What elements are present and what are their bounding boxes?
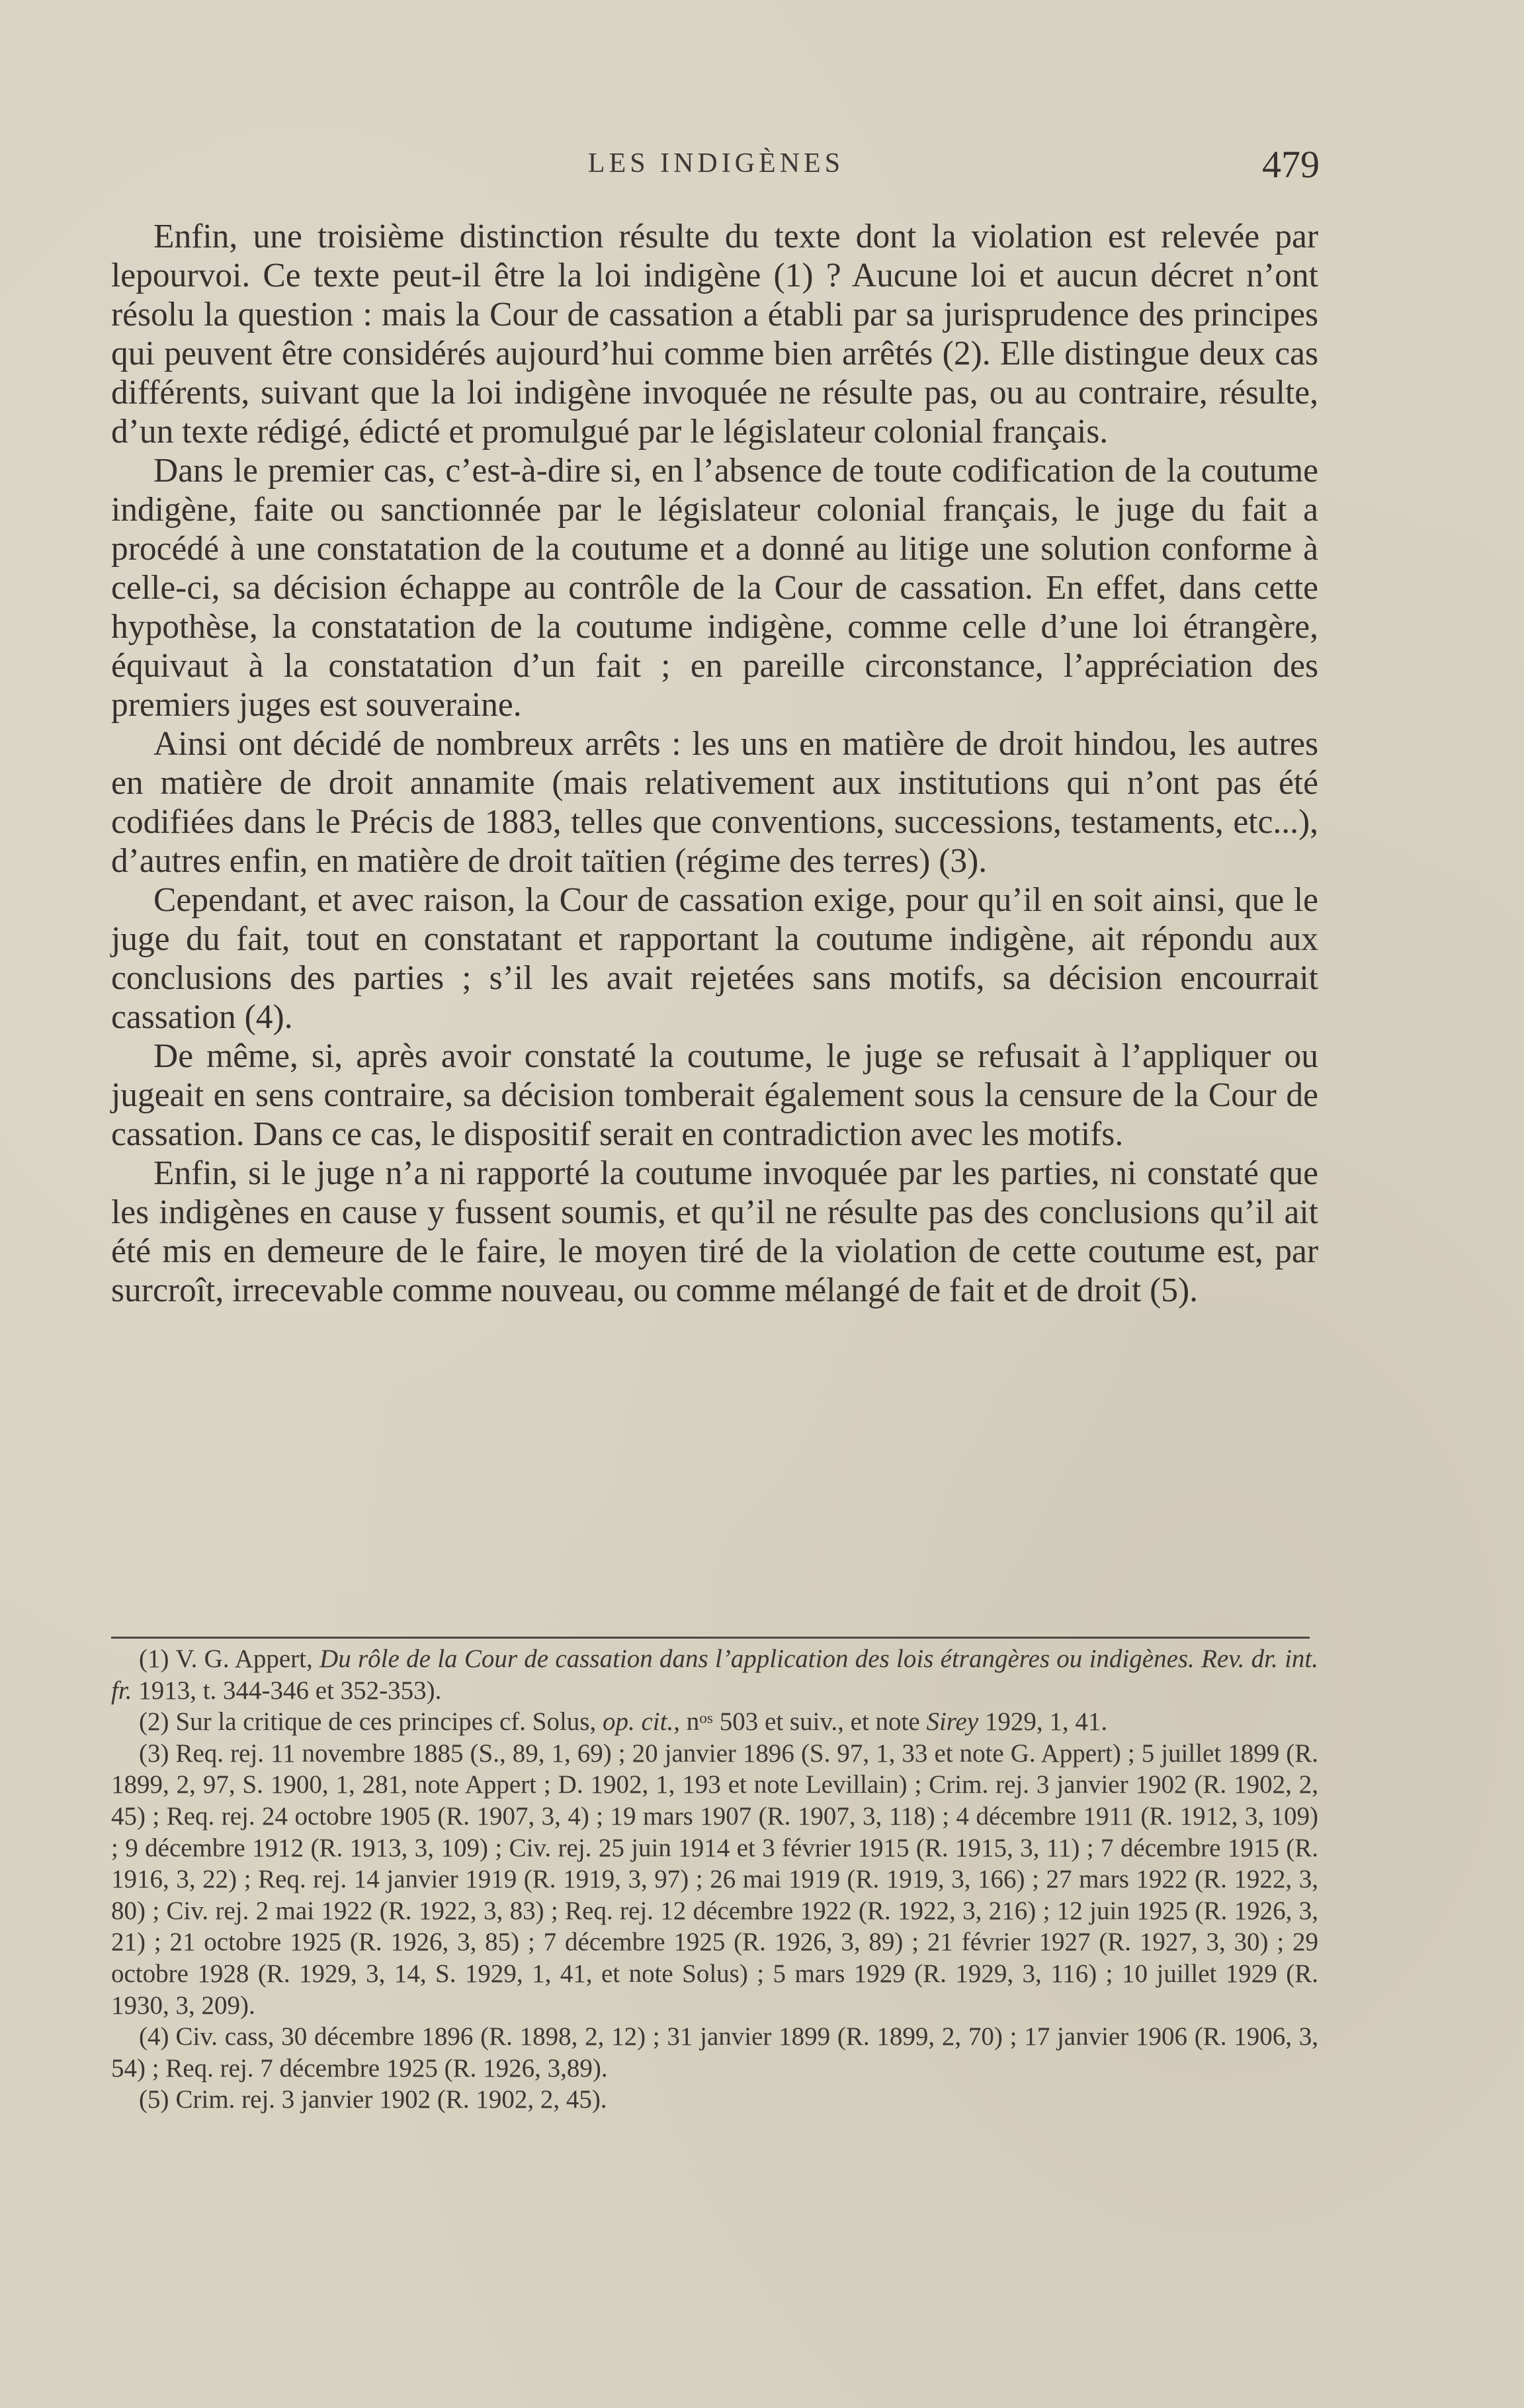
paragraph-1: Enfin, une troisième distinction résulte du texte dont la violation est relevée par lepourvoi. Ce texte peut-il être la loi indigène (1) ? Aucune loi et aucun décret n’ont résolu la question : mais la Cour de cassation a établi par sa jurisprudence des principes qui peuvent être considérés aujourd’hui comme bien arrêtés (2). Elle distingue deux cas différents, suivant que la loi indigène invoquée ne résulte pas, ou au contraire, résulte, d’un texte rédigé, édicté et promulgué par le législateur colonial français. (111, 218, 1318, 451)
running-header (112, 142, 1320, 195)
footnote-text: , n (673, 1707, 700, 1737)
paragraph-4: Cependant, et avec raison, la Cour de cassation exige, pour qu’il en soit ainsi, que le juge du fait, tout en constatant et rapportant la coutume indigène, ait répondu aux conclusions des parties ; s’il les avait rejetées sans motifs, sa décision encourrait cassation (4). (111, 881, 1318, 1036)
footnote-number: (2) (139, 1707, 169, 1737)
footnote-number: (5) (139, 2085, 169, 2114)
footnote-1 (111, 1643, 1318, 1706)
paragraph-6: Enfin, si le juge n’a ni rapporté la coutume invoquée par les parties, ni constaté que les indigènes en cause y fussent soumis, et qu’il ne résulte pas des conclusions qu’il ait été mis en demeure de le faire, le moyen tiré de la violation de cette coutume est, par surcroît, irrecevable comme nouveau, ou comme mélangé de fait et de droit (5). (111, 1154, 1318, 1309)
footnote-3 (111, 1738, 1318, 2021)
paragraph-2: Dans le premier cas, c’est-à-dire si, en l’absence de toute codification de la coutume indigène, faite ou sanctionnée par le législateur colonial français, le juge du fait a procédé à une constatation de la coutume et a donné au litige une solution conforme à celle-ci, sa décision échappe au contrôle de la Cour de cassation. En effet, dans cette hypothèse, la constatation de la coutume indigène, comme celle d’une loi étrangère, équivaut à la constatation d’un fait ; en pareille circonstance, l’appréciation des premiers juges est souveraine. (111, 452, 1318, 724)
footnotes (111, 1643, 1318, 2116)
paragraph-5: De même, si, après avoir constaté la coutume, le juge se refusait à l’appliquer ou jugeait en sens contraire, sa décision tomberait également sous la censure de la Cour de cassation. Dans ce cas, le dispositif serait en contradiction avec les motifs. (111, 1037, 1318, 1153)
footnote-op-cit: op. cit. (602, 1707, 674, 1737)
footnote-number: (3) (139, 1739, 169, 1768)
footnote-number: (4) (139, 2022, 169, 2051)
footnote-text: 1929, 1, 41. (978, 1707, 1108, 1737)
footnote-journal: Sirey (926, 1707, 979, 1737)
main-text (111, 217, 1318, 1310)
footnote-title: Du rôle de la Cour de cassation dans l’application des lois étrangères ou indigènes. Rev. dr. int. fr. (111, 1645, 1318, 1705)
footnote-text: V. G. Appert, (175, 1645, 320, 1673)
footnote-5 (111, 2084, 1318, 2116)
footnote-text: 1913, t. 344-346 et 352-353). (132, 1676, 442, 1705)
footnote-text: 503 et suiv., et note (713, 1707, 927, 1737)
page-number: 479 (1262, 143, 1320, 186)
footnote-text: Req. rej. 11 novembre 1885 (S., 89, 1, 69) ; 20 janvier 1896 (S. 97, 1, 33 et note G. Appert) ; 5 juillet 1899 (R. 1899, 2, 97, S. 1900, 1, 281, note Appert ; D. 1902, 1, 193 et note Levillain) ; Crim. rej. 3 janvier 1902 (R. 1902, 2, 45) ; Req. rej. 24 octobre 1905 (R. 1907, 3, 4) ; 19 mars 1907 (R. 1907, 3, 118) ; 4 décembre 1911 (R. 1912, 3, 109) ; 9 décembre 1912 (R. 1913, 3, 109) ; Civ. rej. 25 juin 1914 et 3 février 1915 (R. 1915, 3, 11) ; 7 décembre 1915 (R. 1916, 3, 22) ; Req. rej. 14 janvier 1919 (R. 1919, 3, 97) ; 26 mai 1919 (R. 1919, 3, 166) ; 27 mars 1922 (R. 1922, 3, 80) ; Civ. rej. 2 mai 1922 (R. 1922, 3, 83) ; Req. rej. 12 décembre 1922 (R. 1922, 3, 216) ; 12 juin 1925 (R. 1926, 3, 21) ; 21 octobre 1925 (R. 1926, 3, 85) ; 7 décembre 1925 (R. 1926, 3, 89) ; 21 février 1927 (R. 1927, 3, 30) ; 29 octobre 1928 (R. 1929, 3, 14, S. 1929, 1, 41, et note Solus) ; 5 mars 1929 (R. 1929, 3, 116) ; 10 juillet 1929 (R. 1930, 3, 209). (111, 1739, 1318, 2020)
running-title: LES INDIGÈNES (587, 148, 845, 179)
paragraph-3: Ainsi ont décidé de nombreux arrêts : les uns en matière de droit hindou, les autres en matière de droit annamite (mais relativement aux institutions qui n’ont pas été codifiées dans le Précis de 1883, telles que conventions, successions, testaments, etc...), d’autres enfin, en matière de droit taïtien (régime des terres) (3). (111, 725, 1318, 880)
footnote-text: Crim. rej. 3 janvier 1902 (R. 1902, 2, 45). (175, 2085, 607, 2114)
footnote-text: Civ. cass, 30 décembre 1896 (R. 1898, 2, 12) ; 31 janvier 1899 (R. 1899, 2, 70) ; 17 janvier 1906 (R. 1906, 3, 54) ; Req. rej. 7 décembre 1925 (R. 1926, 3,89). (111, 2022, 1318, 2083)
footnote-superscript: os (699, 1709, 714, 1727)
footnote-text: Sur la critique de ces principes cf. Solus, (175, 1707, 603, 1737)
footnote-4 (111, 2021, 1318, 2084)
footnote-2 (111, 1706, 1318, 1738)
footnote-number: (1) (139, 1645, 169, 1673)
footnote-separator (111, 1637, 1310, 1639)
